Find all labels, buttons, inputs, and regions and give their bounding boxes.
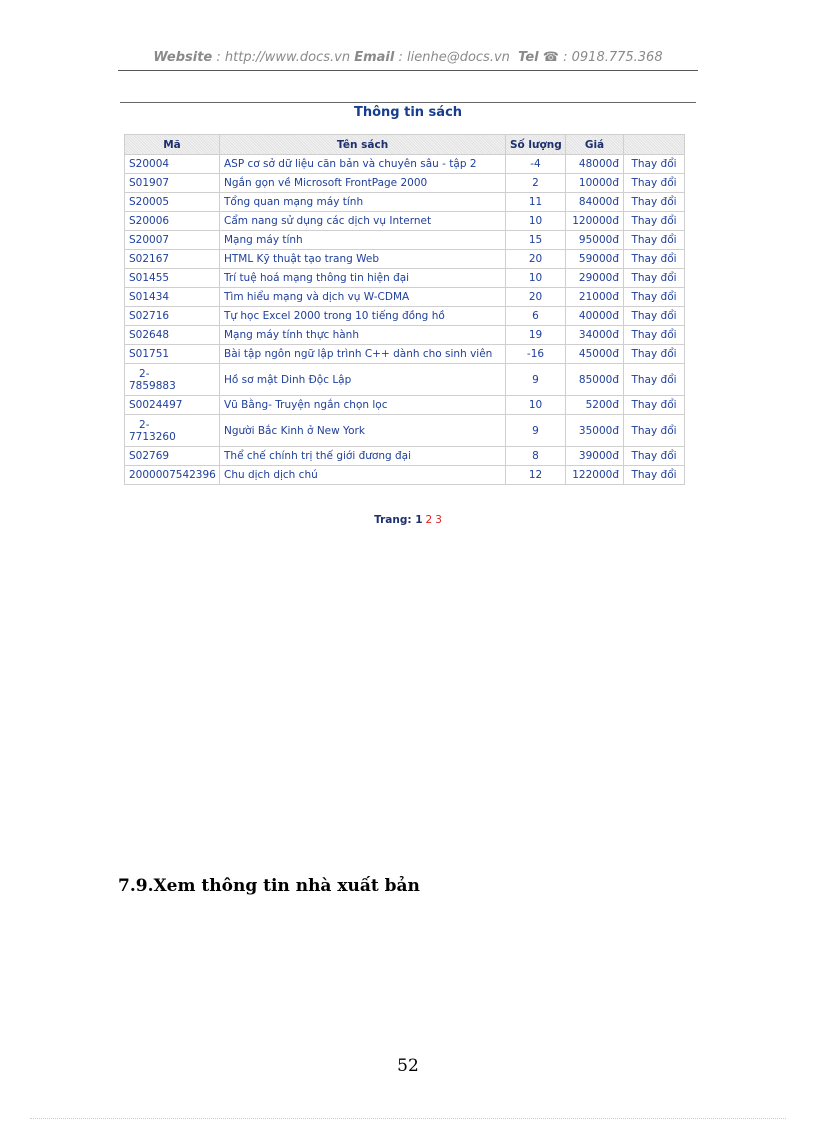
pagination-page-link[interactable]: 3	[435, 514, 442, 526]
cell-code: S20007	[125, 231, 220, 250]
cell-code: S02648	[125, 326, 220, 345]
cell-name[interactable]: Thể chế chính trị thế giới đương đại	[220, 447, 506, 466]
cell-quantity: 6	[506, 307, 566, 326]
cell-price: 5200đ	[566, 396, 624, 415]
cell-price: 39000đ	[566, 447, 624, 466]
pagination-current-page: 1	[415, 514, 423, 526]
cell-code: S20005	[125, 193, 220, 212]
table-header-row	[125, 135, 685, 155]
cell-price: 10000đ	[566, 174, 624, 193]
cell-name[interactable]: Tự học Excel 2000 trong 10 tiếng đồng hồ	[220, 307, 506, 326]
column-header-action	[624, 135, 685, 155]
cell-code: S01434	[125, 288, 220, 307]
cell-price: 34000đ	[566, 326, 624, 345]
cell-code: 2000007542396	[125, 466, 220, 485]
cell-code: S02716	[125, 307, 220, 326]
book-info-title: Thông tin sách	[353, 105, 463, 120]
cell-price: 45000đ	[566, 345, 624, 364]
cell-price: 59000đ	[566, 250, 624, 269]
cell-price: 48000đ	[566, 155, 624, 174]
header-divider	[118, 70, 698, 71]
table-row	[125, 288, 685, 307]
cell-price: 95000đ	[566, 231, 624, 250]
cell-quantity: 12	[506, 466, 566, 485]
table-row	[125, 269, 685, 288]
page-number: 52	[397, 1056, 419, 1076]
edit-link[interactable]: Thay đổi	[624, 364, 685, 396]
cell-price: 21000đ	[566, 288, 624, 307]
cell-code: 2- 7713260	[125, 415, 220, 447]
edit-link[interactable]: Thay đổi	[624, 396, 685, 415]
cell-quantity: 2	[506, 174, 566, 193]
cell-quantity: 19	[506, 326, 566, 345]
cell-name[interactable]: Người Bắc Kinh ở New York	[220, 415, 506, 447]
cell-quantity: 15	[506, 231, 566, 250]
column-header-quantity: Số lượng	[506, 135, 566, 155]
edit-link[interactable]: Thay đổi	[624, 307, 685, 326]
cell-code: S02769	[125, 447, 220, 466]
cell-name[interactable]: HTML Kỹ thuật tạo trang Web	[220, 250, 506, 269]
column-header-code: Mã	[125, 135, 220, 155]
cell-name[interactable]: Vũ Bằng- Truyện ngắn chọn lọc	[220, 396, 506, 415]
table-row	[125, 193, 685, 212]
cell-code: S01455	[125, 269, 220, 288]
phone-icon: ☎	[542, 50, 559, 65]
edit-link[interactable]: Thay đổi	[624, 269, 685, 288]
table-row	[125, 466, 685, 485]
edit-link[interactable]: Thay đổi	[624, 447, 685, 466]
embedded-screenshot	[120, 100, 698, 535]
edit-link[interactable]: Thay đổi	[624, 288, 685, 307]
cell-quantity: -4	[506, 155, 566, 174]
cell-price: 122000đ	[566, 466, 624, 485]
table-row	[125, 415, 685, 447]
cell-quantity: 10	[506, 269, 566, 288]
cell-code: S20004	[125, 155, 220, 174]
cell-code: S01751	[125, 345, 220, 364]
edit-link[interactable]: Thay đổi	[624, 415, 685, 447]
table-row	[125, 250, 685, 269]
cell-name[interactable]: Bài tập ngôn ngữ lập trình C++ dành cho sinh viên	[220, 345, 506, 364]
table-row	[125, 396, 685, 415]
edit-link[interactable]: Thay đổi	[624, 193, 685, 212]
cell-quantity: 10	[506, 396, 566, 415]
cell-price: 84000đ	[566, 193, 624, 212]
table-row	[125, 174, 685, 193]
section-heading: 7.9.Xem thông tin nhà xuất bản	[118, 876, 420, 896]
cell-quantity: 8	[506, 447, 566, 466]
cell-name[interactable]: ASP cơ sở dữ liệu căn bản và chuyên sâu - tập 2	[220, 155, 506, 174]
edit-link[interactable]: Thay đổi	[624, 212, 685, 231]
page-header	[0, 50, 816, 65]
edit-link[interactable]: Thay đổi	[624, 345, 685, 364]
tel-value: : 0918.775.368	[558, 50, 663, 65]
cell-quantity: -16	[506, 345, 566, 364]
footer-divider	[30, 1118, 786, 1119]
cell-price: 35000đ	[566, 415, 624, 447]
edit-link[interactable]: Thay đổi	[624, 155, 685, 174]
cell-price: 120000đ	[566, 212, 624, 231]
table-row	[125, 447, 685, 466]
edit-link[interactable]: Thay đổi	[624, 326, 685, 345]
email-value: : lienhe@docs.vn	[394, 50, 515, 65]
tel-label: Tel	[518, 50, 539, 65]
pagination-label: Trang:	[374, 514, 412, 526]
book-table-body	[125, 155, 685, 485]
cell-code: S20006	[125, 212, 220, 231]
table-row	[125, 307, 685, 326]
table-row	[125, 364, 685, 396]
cell-quantity: 9	[506, 364, 566, 396]
screenshot-top-rule	[120, 102, 696, 103]
book-table	[124, 134, 685, 485]
cell-quantity: 9	[506, 415, 566, 447]
edit-link[interactable]: Thay đổi	[624, 466, 685, 485]
edit-link[interactable]: Thay đổi	[624, 231, 685, 250]
cell-quantity: 10	[506, 212, 566, 231]
table-row	[125, 212, 685, 231]
table-row	[125, 231, 685, 250]
table-row	[125, 155, 685, 174]
pagination-page-link[interactable]: 2	[425, 514, 433, 526]
cell-price: 29000đ	[566, 269, 624, 288]
cell-code: 2- 7859883	[125, 364, 220, 396]
cell-name[interactable]: Hồ sơ mật Dinh Độc Lập	[220, 364, 506, 396]
cell-name[interactable]: Tìm hiểu mạng và dịch vụ W-CDMA	[220, 288, 506, 307]
column-header-name: Tên sách	[220, 135, 506, 155]
cell-name[interactable]: Ngắn gọn về Microsoft FrontPage 2000	[220, 174, 506, 193]
cell-name[interactable]: Cẩm nang sử dụng các dịch vụ Internet	[220, 212, 506, 231]
cell-name[interactable]: Trí tuệ hoá mạng thông tin hiện đại	[220, 269, 506, 288]
cell-price: 40000đ	[566, 307, 624, 326]
pagination	[120, 514, 696, 526]
edit-link[interactable]: Thay đổi	[624, 174, 685, 193]
cell-quantity: 20	[506, 288, 566, 307]
cell-name[interactable]: Mạng máy tính	[220, 231, 506, 250]
cell-price: 85000đ	[566, 364, 624, 396]
cell-name[interactable]: Tổng quan mạng máy tính	[220, 193, 506, 212]
website-label: Website	[153, 50, 213, 65]
cell-code: S0024497	[125, 396, 220, 415]
cell-quantity: 11	[506, 193, 566, 212]
edit-link[interactable]: Thay đổi	[624, 250, 685, 269]
website-value: : http://www.docs.vn	[212, 50, 355, 65]
cell-code: S01907	[125, 174, 220, 193]
column-header-price: Giá	[566, 135, 624, 155]
cell-quantity: 20	[506, 250, 566, 269]
cell-name[interactable]: Mạng máy tính thực hành	[220, 326, 506, 345]
table-row	[125, 345, 685, 364]
email-label: Email	[354, 50, 395, 65]
cell-code: S02167	[125, 250, 220, 269]
table-row	[125, 326, 685, 345]
cell-name[interactable]: Chu dịch dịch chú	[220, 466, 506, 485]
